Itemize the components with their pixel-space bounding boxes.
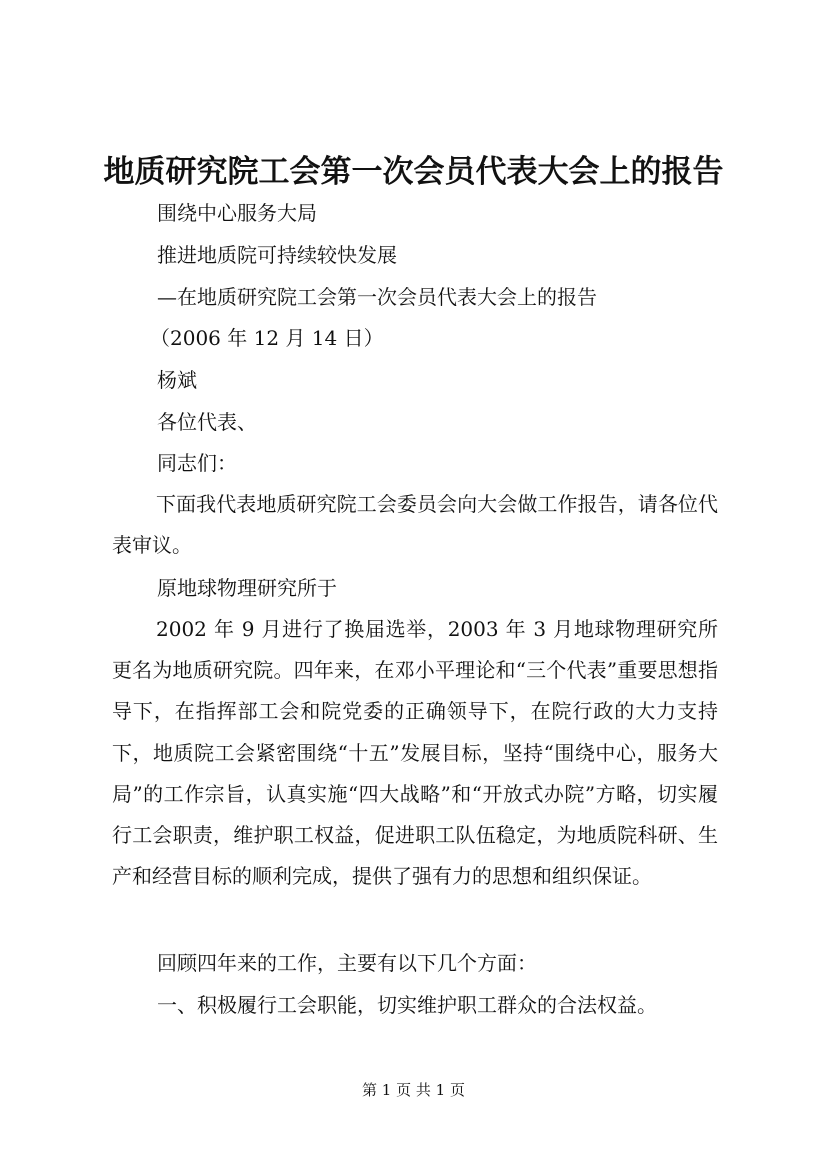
subtitle-line-1: 围绕中心服务大局 [157,201,317,225]
body-paragraph-review: 回顾四年来的工作，主要有以下几个方面： [157,951,537,975]
body-paragraph-lead: 原地球物理研究所于 [157,576,337,600]
page-footer: 第 1 页 共 1 页 [362,1081,465,1099]
body-paragraph-intro: 下面我代表地质研究院工会委员会向大会做工作报告，请各位代表审议。 [112,492,718,558]
section-heading-1: 一、积极履行工会职能，切实维护职工群众的合法权益。 [157,993,657,1017]
salutation-comrades: 同志们： [157,451,237,475]
document-title: 地质研究院工会第一次会员代表大会上的报告 [103,154,724,190]
author-name: 杨斌 [157,368,197,392]
subtitle-line-3: —在地质研究院工会第一次会员代表大会上的报告 [157,285,597,309]
body-paragraph-main: 2002 年 9 月进行了换届选举，2003 年 3 月地球物理研究所更名为地质研究院。四年来，在邓小平理论和“三个代表”重要思想指导下，在指挥部工会和院党委的正确领导下，在院行政的大力支持下，地质院工会紧密围绕“十五”发展目标，坚持“围绕中心，服务大局”的工作宗旨，认真实施“四大战略”和“开放式办院”方略，切实履行工会职责，维护职工权益，促进职工队伍稳定，为地质院科研、生产和经营目标的顺利完成，提供了强有力的思想和组织保证。 [112,617,718,889]
salutation-delegates: 各位代表、 [157,410,257,434]
subtitle-line-2: 推进地质院可持续较快发展 [157,243,397,267]
report-date: （2006 年 12 月 14 日） [150,326,384,350]
